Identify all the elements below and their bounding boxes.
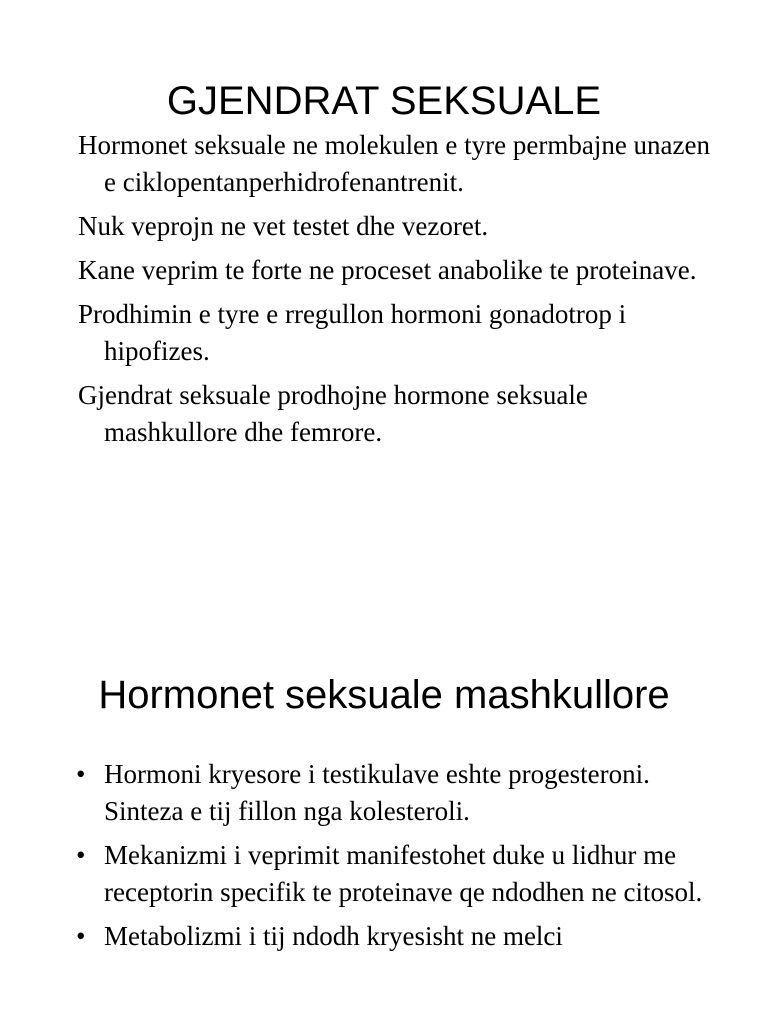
- bullet-item: [76, 837, 716, 911]
- paragraph: Gjendrat seksuale prodhojne hormone seksuale mashkullore dhe femrore.: [78, 380, 588, 447]
- paragraph: Kane veprim te forte ne proceset anabolike te proteinave.: [78, 255, 697, 285]
- paragraph: Prodhimin e tyre e rregullon hormoni gonadotrop i hipofizes.: [78, 299, 627, 366]
- slide-title-hormonet-mashkullore: Hormonet seksuale mashkullore: [98, 673, 670, 717]
- slide-title-gjendrat-seksuale: GJENDRAT SEKSUALE: [166, 79, 602, 123]
- bullet-item: [76, 756, 716, 830]
- bullet-icon: •: [76, 840, 86, 870]
- bullet-text: Mekanizmi i veprimit manifestohet duke u lidhur me receptorin specifik te proteinave qe ndodhen ne citosol.: [104, 840, 703, 907]
- paragraph: Hormonet seksuale ne molekulen e tyre permbajne unazen e ciklopentanperhidrofenantrenit.: [78, 130, 711, 197]
- bullet-icon: •: [76, 759, 86, 789]
- slide2-bullet-list: [76, 756, 716, 962]
- bullet-text: Metabolizmi i tij ndodh kryesisht ne melci: [104, 921, 563, 951]
- bullet-icon: •: [76, 921, 86, 951]
- bullet-item: [76, 918, 716, 955]
- paragraph: Nuk veprojn ne vet testet dhe vezoret.: [78, 211, 489, 241]
- bullet-text: Hormoni kryesore i testikulave eshte progesteroni. Sinteza e tij fillon nga kolesteroli.: [104, 759, 650, 826]
- slide1-paragraph-list: [78, 127, 718, 458]
